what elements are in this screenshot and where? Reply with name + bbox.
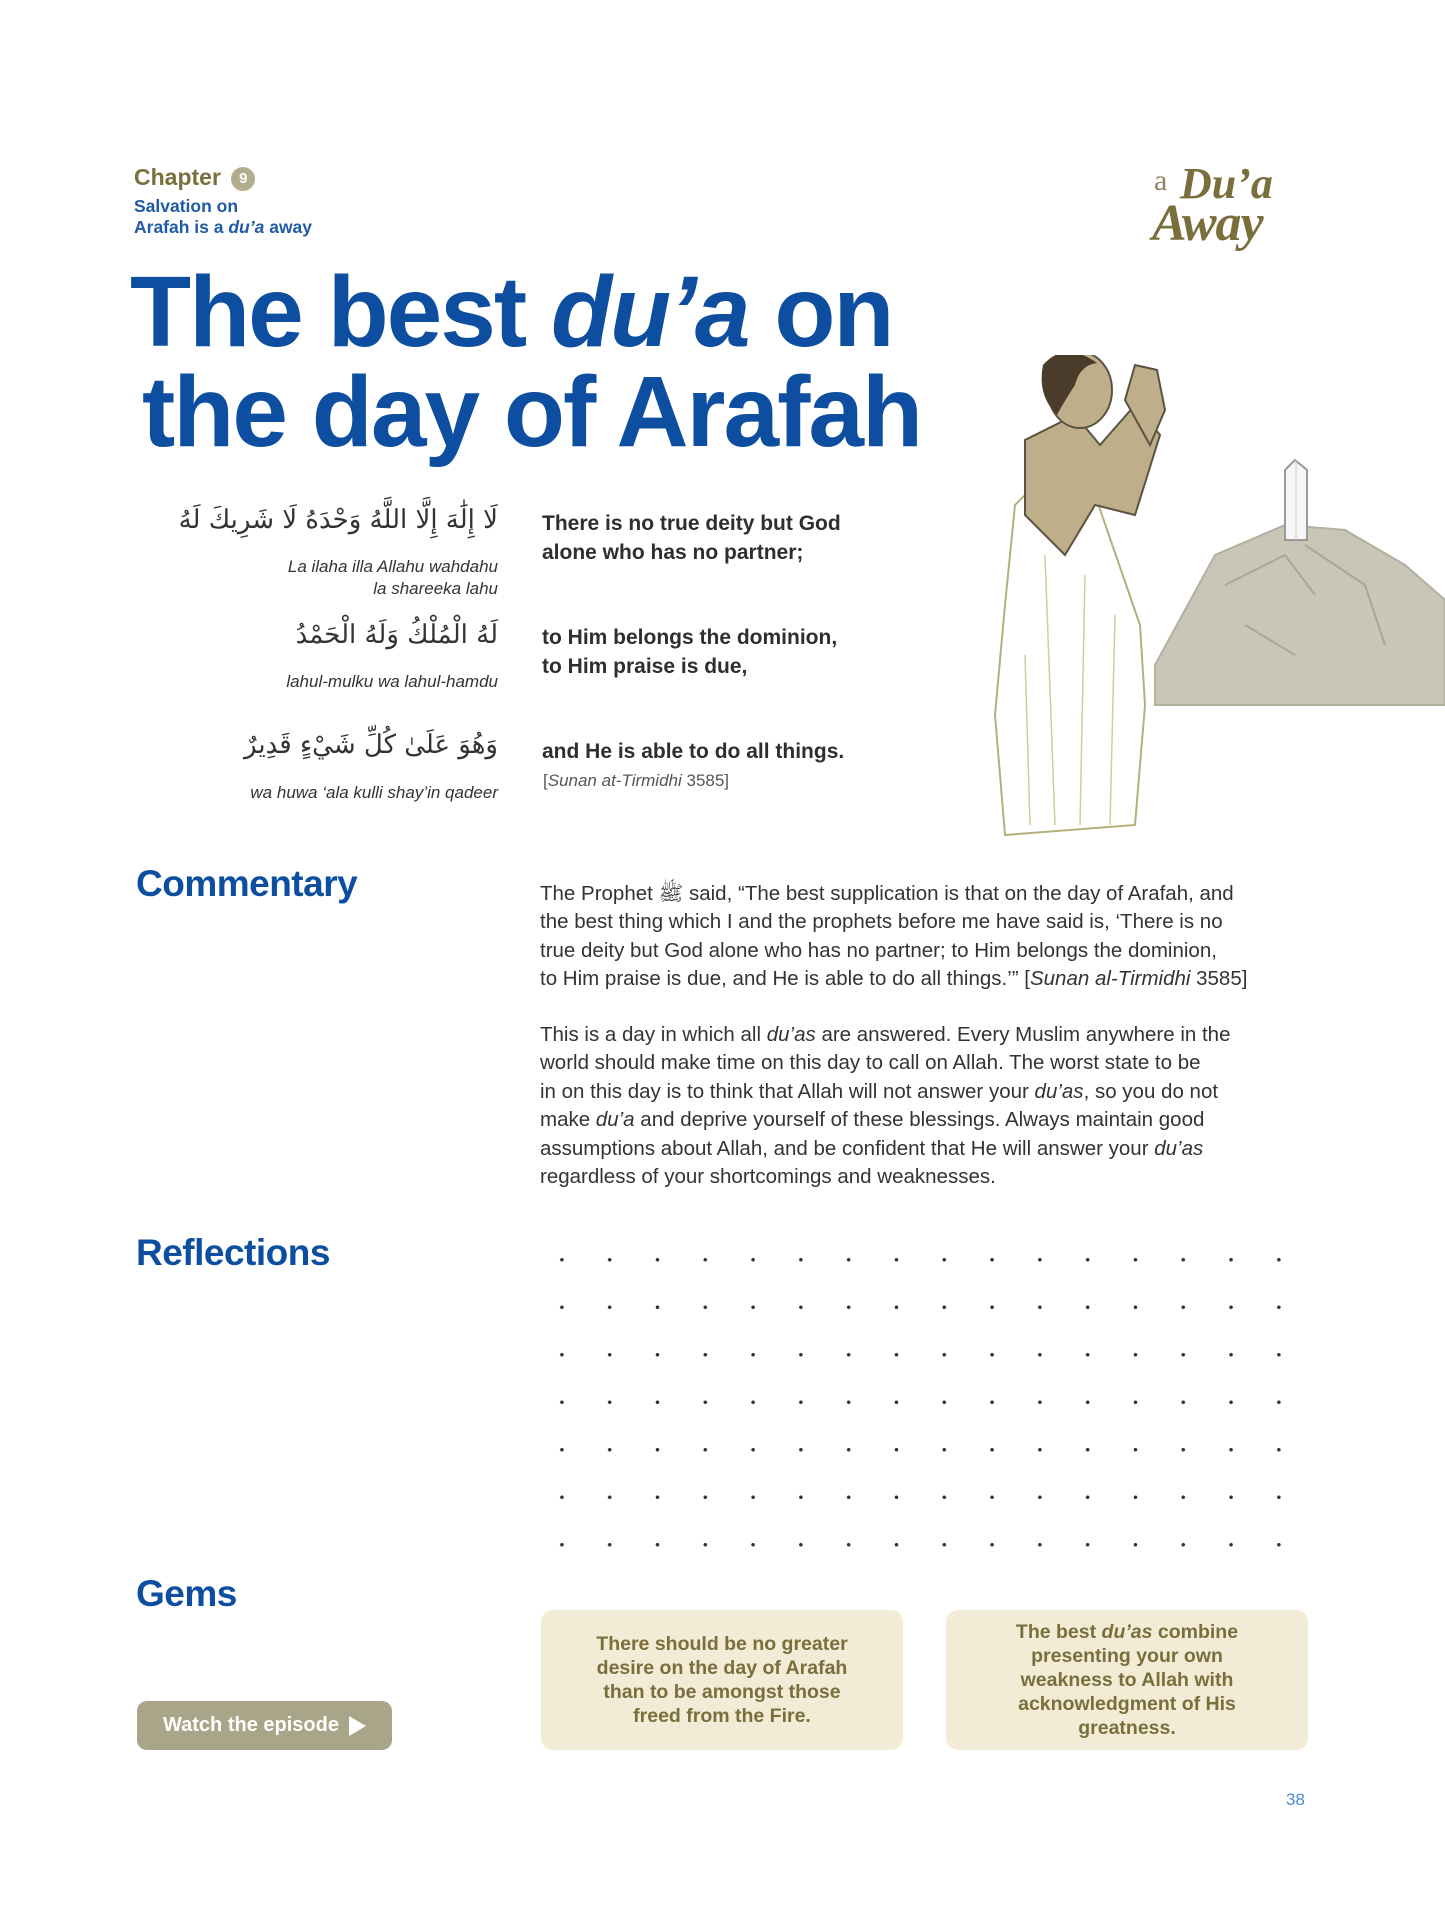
commentary-paragraph-2: This is a day in which all du’as are answered. Every Muslim anywhere in the world should make time on this day to call on Allah. The worst state to be in on this day is to think that Allah will not answer your du’as, so you do not make du’a and deprive yourself of these blessings. Always maintain good assumptions about Allah, and be confident that He will answer your du’as regardless of your shortcomings and weaknesses. — [540, 1023, 1231, 1189]
reflections-heading: Reflections — [136, 1232, 330, 1273]
english-line-3: and He is able to do all things. — [542, 740, 845, 763]
watch-episode-button[interactable] — [137, 1701, 392, 1750]
gems-heading: Gems — [136, 1573, 237, 1614]
page-number: 38 — [1286, 1790, 1305, 1809]
subtitle-line-1: Salvation on — [134, 196, 239, 216]
series-logo — [1150, 158, 1320, 258]
gem-card-1: There should be no greater desire on the day of Arafah than to be amongst those freed from the Fire. — [541, 1610, 903, 1750]
commentary-heading: Commentary — [136, 863, 358, 904]
title-line-2: the day of Arafah — [142, 356, 922, 468]
chapter-text: Chapter — [134, 164, 221, 190]
logo-line-2: Away — [1152, 195, 1263, 252]
mountain — [1155, 525, 1445, 705]
translit-line-2: lahul-mulku wa lahul-hamdu — [286, 672, 498, 691]
arabic-line-2: لَهُ الْمُلْكُ وَلَهُ الْحَمْدُ — [295, 620, 498, 650]
hadith-reference: [Sunan at-Tirmidhi 3585] — [543, 771, 730, 790]
arabic-line-1: لَا إِلَٰهَ إِلَّا اللَّهُ وَحْدَهُ لَا شَرِيكَ لَهُ — [178, 505, 498, 535]
translit-line-3: wa huwa ‘ala kulli shay’in qadeer — [250, 783, 498, 802]
title-line-1: The best du’a on — [130, 256, 893, 368]
logo-line-1: Du’a — [1180, 159, 1273, 208]
subtitle-line-2: Arafah is a du’a away — [134, 217, 313, 237]
chapter-subtitle — [134, 196, 312, 238]
chapter-number-badge: 9 — [231, 167, 255, 191]
arabic-line-3: وَهُوَ عَلَىٰ كُلِّ شَيْءٍ قَدِيرٌ — [244, 730, 498, 760]
logo-small: a — [1154, 164, 1168, 197]
reflections-dot-grid[interactable] — [538, 1236, 1313, 1576]
english-line-2: to Him belongs the dominion, to Him praise is due, — [542, 626, 838, 678]
watch-episode-label: Watch the episode — [163, 1714, 339, 1736]
translit-line-1: La ilaha illa Allahu wahdahu la shareeka lahu — [287, 557, 498, 598]
english-line-1: There is no true deity but God alone who has no partner; — [542, 512, 841, 564]
play-icon — [349, 1716, 366, 1736]
chapter-label — [134, 164, 255, 191]
page-title — [130, 256, 922, 468]
commentary-paragraph-1: The Prophet ﷺ said, “The best supplication is that on the day of Arafah, and the best thing which I and the prophets before me have said is, ‘There is no true deity but God alone who has no partner; to Him belongs the dominion, to Him praise is due, and He is able to do all things.’” [Sunan al-Tirmidhi 3585] — [540, 882, 1248, 991]
pilgrim-illustration — [985, 355, 1445, 855]
gem-card-2: The best du’as combine presenting your own weakness to Allah with acknowledgment of His greatness. — [946, 1610, 1308, 1750]
